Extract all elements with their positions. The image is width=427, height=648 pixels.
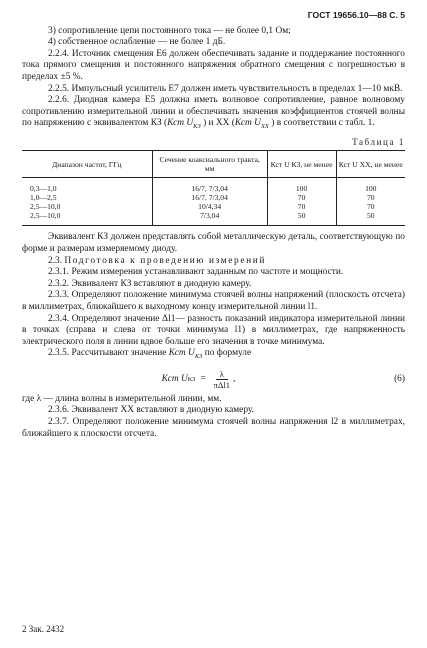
formula-6: Кст U КЗ = $\frac{\lambda}{\text{πΔl1}}$ , (6): [161, 368, 405, 390]
paragraph-2-3-7: 2.3.7. Определяют положение минимума стоячей волны напряжения l2 в миллиметрах, ближайшего к плоскости отсчета.: [22, 417, 405, 439]
page-footer: 2 Зак. 2432: [22, 624, 65, 635]
table-row: 0,3—1,0 16/7, 7/3,04 100 100: [22, 178, 405, 194]
formula-fraction: $\frac{\lambda}{\text{πΔl1}}$: [213, 368, 230, 390]
table-1: [22, 150, 405, 225]
list-item-4: 4) собственное ослабление — не более 1 дБ.: [48, 37, 226, 48]
table-row: 2,5—10,0 7/3,04 50 50: [22, 211, 405, 225]
table-header: Диапазон частот, ГГц: [22, 151, 152, 178]
paragraph-2-3-6: 2.3.6. Эквивалент XX вставляют в диодную камеру.: [48, 405, 254, 416]
ksu-xx-symbol: Кст $U_{XX}$: [234, 118, 269, 131]
paragraph-2-2-4: 2.2.4. Источник смещения Е6 должен обеспечивать задание и поддержание постоянного тока прямого смещения и постоянного напряжения обратного смещения с погрешностью в пределах ±5 %.: [22, 48, 405, 82]
paragraph-where: где λ — длина волны в измерительной линии, мм.: [22, 393, 222, 404]
ksu-kz-symbol: Кст $U_{КЗ}$: [167, 118, 201, 131]
table-title: Таблица 1: [352, 136, 405, 147]
table-row: 2,5—10,0 10/4,34 70 70: [22, 202, 405, 211]
paragraph-2-2-5: 2.2.5. Импульсный усилитель Е7 должен иметь чувствительность в пределах 1—10 мкВ.: [48, 83, 403, 94]
paragraph-2-3-3: 2.3.3. Определяют положение минимума стоячей волны напряжений (плоскость отсчета) в миллиметрах, ближайшего к выходному концу измерительной линии l1.: [22, 290, 405, 312]
paragraph-2-3-2: 2.3.2. Эквивалент КЗ вставляют в диодную камеру.: [48, 278, 252, 289]
table-header: Кст U КЗ, не менее: [267, 151, 336, 178]
paragraph-2-3-5: 2.3.5. Рассчитывают значение Кст $U_{КЗ}$ по формуле: [48, 348, 252, 361]
list-item-3: 3) сопротивление цепи постоянного тока — не более 0,1 Ом;: [48, 25, 291, 36]
table-header: Сечение коаксиального тракта, мм: [152, 151, 267, 178]
table-header: Кст U XX, не менее: [336, 151, 405, 178]
paragraph-equivalent: Эквивалент КЗ должен представлять собой металлическую деталь, соответствующую по форме и размерам измеряемому диоду.: [22, 232, 405, 254]
formula-number: (6): [394, 373, 405, 384]
table-row: 1,0—2,5 16/7, 7/3,04 70 70: [22, 193, 405, 202]
section-2-3-title: 2.3. Подготовка к проведению измерений: [48, 255, 266, 266]
table-bottom-rule: [22, 225, 405, 226]
paragraph-2-3-4: 2.3.4. Определяют значение Δl1— разность показаний индикатора измерительной линии в точках (справа и слева от точки минимума l1) в миллиметрах, где напряженность электрического поля в линии вдвое больше его значения в точке минимума.: [22, 313, 405, 347]
paragraph-2-2-6: 2.2.6. Диодная камера Е5 должна иметь волновое сопротивление, равное волновому сопротивлению измерительной линии и обеспечивать значения коэффициентов стоячей волны по напряжению с эквивалентом КЗ (Кст $U_{КЗ}$ ) и XX (Кст $U_{XX}$ ) в соответствии с табл. 1.: [22, 95, 405, 131]
page-header: ГОСТ 19656.10—88 С. 5: [307, 10, 405, 20]
ksu-kz-symbol: Кст $U_{КЗ}$: [168, 348, 203, 361]
paragraph-2-3-1: 2.3.1. Режим измерения устанавливают заданным по частоте и мощности.: [48, 267, 344, 278]
